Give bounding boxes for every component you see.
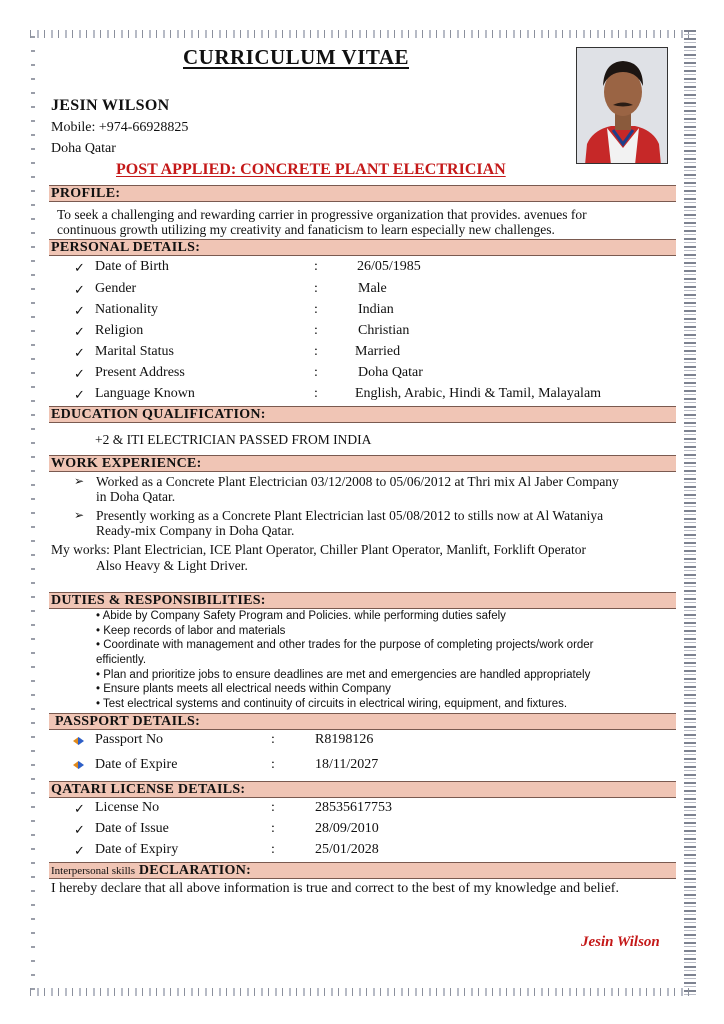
detail-colon: :	[314, 302, 318, 317]
duty-item-continued: efficiently.	[96, 654, 147, 666]
detail-value: 18/11/2027	[315, 757, 379, 772]
location: Doha Qatar	[51, 141, 116, 156]
profile-text-line: To seek a challenging and rewarding carrier in progressive organization that provides. avenues for	[57, 207, 587, 222]
duty-item: • Test electrical systems and continuity of circuits in electrical wiring, equipment, and fixtures.	[96, 698, 568, 710]
detail-colon: :	[271, 757, 275, 772]
detail-label: Date of Birth	[95, 259, 169, 274]
section-heading-education: EDUCATION QUALIFICATION:	[49, 406, 676, 423]
detail-value: Male	[358, 281, 387, 296]
section-heading-work-experience: WORK EXPERIENCE:	[49, 455, 676, 472]
detail-value: 26/05/1985	[357, 259, 421, 274]
detail-label: Nationality	[95, 302, 158, 317]
detail-colon: :	[314, 344, 318, 359]
check-icon: ✓	[74, 801, 85, 816]
check-icon: ✓	[74, 260, 85, 275]
work-item-line: in Doha Qatar.	[96, 489, 176, 504]
detail-value: Christian	[358, 323, 410, 338]
detail-value: 25/01/2028	[315, 842, 379, 857]
profile-photo	[576, 47, 668, 164]
duty-item: • Keep records of labor and materials	[96, 625, 286, 637]
duty-item: • Coordinate with management and other trades for the purpose of completing projects/work order	[96, 639, 594, 651]
check-icon: ✓	[74, 282, 85, 297]
detail-label: Passport No	[95, 732, 164, 747]
detail-label: Religion	[95, 323, 144, 338]
duty-item: • Plan and prioritize jobs to ensure deadlines are met and emergencies are handled appropriately	[96, 669, 591, 681]
work-item-line: Presently working as a Concrete Plant Electrician last 05/08/2012 to stills now at Al Wataniya	[96, 508, 604, 523]
work-item-line: Worked as a Concrete Plant Electrician 03/12/2008 to 05/06/2012 at Thri mix Al Jaber Company	[96, 474, 619, 489]
detail-label: Language Known	[95, 386, 195, 401]
detail-value: English, Arabic, Hindi & Tamil, Malayalam	[355, 386, 602, 401]
diamond-bullet-icon	[73, 737, 84, 745]
detail-value: 28/09/2010	[315, 821, 379, 836]
post-applied: POST APPLIED: CONCRETE PLANT ELECTRICIAN	[116, 161, 506, 178]
education-text: +2 & ITI ELECTRICIAN PASSED FROM INDIA	[95, 432, 372, 447]
detail-value: Doha Qatar	[358, 365, 423, 380]
detail-colon: :	[271, 800, 275, 815]
section-heading-profile: PROFILE:	[49, 185, 676, 202]
section-heading-personal-details: PERSONAL DETAILS:	[49, 239, 676, 256]
detail-label: Date of Expire	[95, 757, 178, 772]
declaration-text: I hereby declare that all above information is true and correct to the best of my knowledge and belief.	[51, 881, 619, 896]
detail-colon: :	[314, 281, 318, 296]
detail-label: License No	[95, 800, 160, 815]
detail-colon: :	[314, 259, 318, 274]
detail-label: Date of Issue	[95, 821, 169, 836]
arrow-bullet-icon: ➢	[74, 474, 85, 488]
section-heading-declaration	[49, 862, 676, 879]
page-border-left	[31, 36, 35, 992]
page-border-top	[30, 30, 694, 38]
detail-label: Date of Expiry	[95, 842, 179, 857]
candidate-name: JESIN WILSON	[51, 97, 170, 114]
diamond-bullet-icon	[73, 761, 84, 769]
signature: Jesin Wilson	[581, 934, 660, 950]
detail-colon: :	[271, 842, 275, 857]
section-heading-license: QATARI LICENSE DETAILS:	[49, 781, 676, 798]
detail-colon: :	[271, 821, 275, 836]
section-heading-passport: PASSPORT DETAILS:	[49, 713, 676, 730]
check-icon: ✓	[74, 822, 85, 837]
detail-label: Gender	[95, 281, 137, 296]
document-title: CURRICULUM VITAE	[183, 45, 409, 69]
detail-value: R8198126	[315, 732, 374, 747]
my-works-line: My works: Plant Electrician, ICE Plant Operator, Chiller Plant Operator, Manlift, Forklift Operator	[51, 542, 587, 557]
detail-colon: :	[314, 386, 318, 401]
check-icon: ✓	[74, 303, 85, 318]
page-border-right	[684, 30, 696, 996]
check-icon: ✓	[74, 387, 85, 402]
check-icon: ✓	[74, 324, 85, 339]
profile-text-line: continuous growth utilizing my creativity and fanaticism to learn especially new challenges.	[57, 222, 555, 237]
mobile-number: Mobile: +974-66928825	[51, 120, 189, 135]
detail-value: Married	[355, 344, 401, 359]
my-works-line: Also Heavy & Light Driver.	[96, 558, 248, 573]
detail-colon: :	[314, 365, 318, 380]
section-heading-duties: DUTIES & RESPONSIBILITIES:	[49, 592, 676, 609]
detail-value: Indian	[358, 302, 394, 317]
detail-label: Present Address	[95, 365, 185, 380]
work-item-line: Ready-mix Company in Doha Qatar.	[96, 523, 295, 538]
declaration-heading: DECLARATION:	[138, 863, 252, 878]
page-border-bottom	[30, 988, 694, 996]
detail-colon: :	[314, 323, 318, 338]
check-icon: ✓	[74, 345, 85, 360]
check-icon: ✓	[74, 843, 85, 858]
interpersonal-skills-label: Interpersonal skills	[51, 865, 136, 877]
check-icon: ✓	[74, 366, 85, 381]
detail-colon: :	[271, 732, 275, 747]
arrow-bullet-icon: ➢	[74, 508, 85, 522]
duty-item: • Ensure plants meets all electrical needs within Company	[96, 683, 391, 695]
duty-item: • Abide by Company Safety Program and Policies. while performing duties safely	[96, 610, 506, 622]
detail-value: 28535617753	[315, 800, 392, 815]
detail-label: Marital Status	[95, 344, 174, 359]
